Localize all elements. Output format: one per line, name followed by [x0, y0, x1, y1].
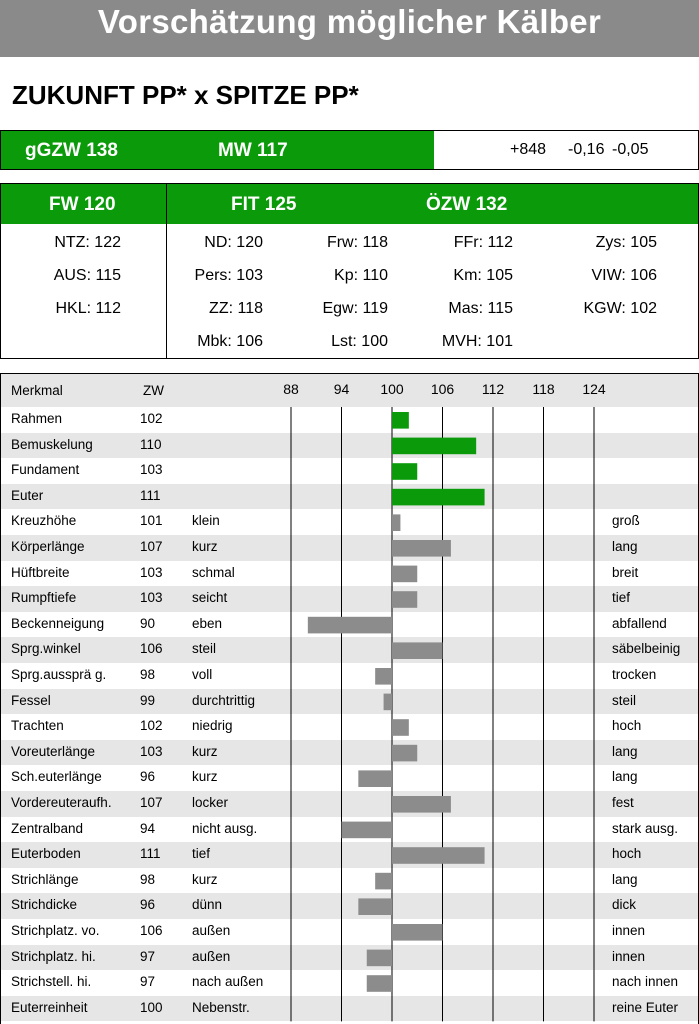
bar-voreuterlänge — [392, 745, 417, 762]
bar-trachten — [392, 719, 409, 736]
tick-label: 124 — [582, 381, 606, 397]
trait-low-label: klein — [192, 513, 220, 529]
trait-zw: 94 — [140, 820, 156, 836]
trait-label: Fessel — [11, 692, 51, 708]
trait-label: Zentralband — [11, 820, 84, 836]
index-box — [0, 183, 699, 359]
bar-fessel — [384, 694, 392, 711]
trait-zw: 99 — [140, 692, 156, 708]
trait-label: Trachten — [11, 718, 64, 734]
trait-high-label: breit — [612, 564, 639, 580]
trait-low-label: nicht ausg. — [192, 820, 258, 836]
trait-label: Rahmen — [11, 411, 63, 426]
trait-low-label: kurz — [192, 539, 218, 554]
trait-low-label: Nebenstr. — [192, 999, 250, 1015]
zw-header: ZW — [143, 383, 164, 398]
trait-low-label: steil — [192, 641, 217, 657]
fw-trait-value: AUS: 115 — [53, 267, 121, 284]
trait-label: Strichplatz. vo. — [11, 923, 100, 938]
trait-label: Bemuskelung — [11, 436, 93, 452]
oezw-trait-a-value: Km: 105 — [453, 267, 513, 284]
trait-high-label: lang — [612, 769, 638, 785]
fit-trait-a-value: ND: 120 — [204, 234, 263, 251]
fit-index: FIT 125 — [231, 194, 297, 215]
bar-euter — [392, 489, 485, 506]
trait-low-label: eben — [192, 615, 223, 631]
trait-high-label: reine Euter — [612, 999, 679, 1015]
trait-high-label: lang — [612, 743, 638, 759]
trait-high-label: lang — [612, 871, 638, 887]
oezw-trait-b-value: KGW: 102 — [583, 300, 657, 317]
trait-label: Beckenneigung — [11, 615, 105, 631]
trait-label: Sch.euterlänge — [11, 769, 102, 785]
bar-sprg-aussprä-g- — [375, 668, 392, 685]
trait-low-label: durchtrittig — [192, 692, 256, 708]
trait-zw: 98 — [140, 871, 156, 887]
trait-zw: 103 — [140, 590, 163, 606]
trait-low-label: nach außen — [192, 974, 264, 990]
trait-low-label: außen — [192, 923, 231, 938]
bar-strichstell-hi- — [367, 975, 392, 992]
trait-high-label: nach innen — [612, 974, 679, 990]
trait-label: Sprg.winkel — [11, 641, 81, 657]
trait-low-label: niedrig — [192, 718, 233, 734]
trait-zw: 103 — [140, 462, 163, 478]
bar-euterboden — [392, 847, 485, 864]
tick-label: 94 — [333, 381, 350, 397]
trait-zw: 107 — [140, 795, 163, 810]
protein-percent-value: -0,05 — [612, 141, 649, 158]
trait-label: Euterboden — [11, 846, 81, 862]
trait-zw: 111 — [140, 846, 161, 862]
trait-zw: 90 — [140, 615, 156, 631]
trait-high-label: innen — [612, 948, 646, 964]
linear-chart — [0, 373, 699, 1024]
trait-low-label: voll — [192, 667, 213, 682]
trait-zw: 107 — [140, 539, 163, 554]
trait-high-label: hoch — [612, 846, 642, 862]
fit-trait-a-value: ZZ: 118 — [209, 300, 263, 317]
bar-kreuzhöhe — [392, 514, 400, 531]
trait-label: Kreuzhöhe — [11, 513, 77, 529]
trait-label: Voreuterlänge — [11, 743, 96, 759]
bar-strichplatz-hi- — [367, 950, 392, 967]
mating-title: ZUKUNFT PP* x SPITZE PP* — [12, 80, 359, 110]
trait-high-label: stark ausg. — [612, 820, 679, 836]
trait-high-label: groß — [612, 513, 640, 529]
trait-high-label: trocken — [612, 667, 657, 682]
fit-trait-a-value: Pers: 103 — [194, 267, 263, 284]
bar-rumpftiefe — [392, 591, 417, 608]
trait-low-label: außen — [192, 948, 231, 964]
trait-low-label: locker — [192, 795, 229, 810]
trait-label: Strichplatz. hi. — [11, 948, 96, 964]
trait-label: Körperlänge — [11, 539, 85, 554]
bar-fundament — [392, 463, 417, 480]
tick-label: 118 — [532, 381, 555, 397]
bar-hüftbreite — [392, 566, 417, 583]
oezw-trait-a-value: Mas: 115 — [448, 300, 513, 317]
page-title: Vorschätzung möglicher Kälber — [97, 3, 602, 40]
ggzw-value: gGZW 138 — [25, 140, 118, 161]
oezw-index: ÖZW 132 — [426, 194, 508, 215]
trait-label: Euter — [11, 487, 44, 503]
page-banner — [0, 0, 699, 57]
tick-label: 106 — [430, 381, 455, 397]
bar-rahmen — [392, 412, 409, 429]
tick-label: 100 — [380, 381, 404, 397]
trait-low-label: dünn — [192, 897, 223, 913]
trait-label: Strichlänge — [11, 871, 79, 887]
trait-high-label: innen — [612, 923, 646, 938]
trait-zw: 103 — [140, 743, 163, 759]
fat-percent-value: -0,16 — [568, 141, 605, 158]
trait-low-label: schmal — [192, 564, 235, 580]
oezw-trait-a-value: MVH: 101 — [441, 333, 513, 350]
trait-zw: 110 — [140, 436, 162, 452]
fw-index: FW 120 — [49, 194, 116, 215]
trait-label: Strichstell. hi. — [11, 974, 92, 990]
trait-low-label: kurz — [192, 743, 218, 759]
oezw-trait-b-value: Zys: 105 — [595, 234, 657, 251]
trait-zw: 102 — [140, 411, 163, 426]
trait-zw: 106 — [140, 641, 163, 657]
summary-row — [0, 130, 699, 170]
trait-low-label: seicht — [192, 590, 228, 606]
trait-label: Strichdicke — [11, 897, 78, 913]
bar-beckenneigung — [308, 617, 392, 634]
trait-label: Sprg.aussprä g. — [11, 667, 107, 682]
bar-bemuskelung — [392, 438, 476, 455]
tick-label: 88 — [283, 381, 299, 397]
trait-high-label: steil — [612, 692, 637, 708]
trait-zw: 97 — [140, 974, 156, 990]
column-divider — [166, 184, 167, 358]
trait-high-label: hoch — [612, 718, 642, 734]
trait-label: Hüftbreite — [11, 564, 70, 580]
trait-high-label: fest — [612, 795, 634, 810]
oezw-trait-b-value: VIW: 106 — [591, 267, 657, 284]
bar-körperlänge — [392, 540, 451, 557]
trait-high-label: säbelbeinig — [612, 641, 681, 657]
trait-zw: 97 — [140, 948, 156, 964]
milk-kg-value: +848 — [510, 141, 547, 158]
fit-trait-a-value: Mbk: 106 — [197, 333, 263, 350]
fw-trait-value: HKL: 112 — [55, 300, 121, 317]
trait-low-label: tief — [192, 846, 211, 862]
summary-green-block — [1, 131, 434, 169]
fit-trait-b-value: Egw: 119 — [322, 300, 388, 317]
trait-label: Rumpftiefe — [11, 590, 77, 606]
trait-zw: 98 — [140, 667, 156, 682]
trait-label: Euterreinheit — [11, 999, 88, 1015]
trait-zw: 101 — [140, 513, 163, 529]
bar-strichlänge — [375, 873, 392, 890]
trait-label: Vordereuteraufh. — [11, 795, 112, 810]
bar-chart-svg — [1, 374, 698, 1024]
bar-sprg-winkel — [392, 642, 443, 659]
bar-strichplatz-vo- — [392, 924, 443, 941]
bar-vordereuteraufh- — [392, 796, 451, 813]
bar-zentralband — [342, 822, 393, 839]
oezw-trait-a-value: FFr: 112 — [453, 234, 513, 251]
trait-zw: 96 — [140, 897, 156, 913]
tick-label: 112 — [481, 381, 505, 397]
trait-high-label: lang — [612, 539, 638, 554]
fit-trait-b-value: Kp: 110 — [334, 267, 388, 284]
bar-sch-euterlänge — [358, 770, 392, 787]
trait-zw: 111 — [140, 487, 161, 503]
trait-low-label: kurz — [192, 871, 218, 887]
bar-strichdicke — [358, 898, 392, 915]
trait-zw: 103 — [140, 564, 163, 580]
trait-zw: 106 — [140, 923, 163, 938]
trait-high-label: dick — [612, 897, 637, 913]
index-header — [1, 184, 698, 224]
trait-high-label: tief — [612, 590, 631, 606]
fw-trait-value: NTZ: 122 — [54, 234, 121, 251]
trait-label: Fundament — [11, 462, 80, 478]
trait-zw: 102 — [140, 718, 163, 734]
merkmal-header: Merkmal — [11, 383, 63, 398]
mw-value: MW 117 — [218, 140, 288, 161]
fit-trait-b-value: Frw: 118 — [326, 234, 388, 251]
fit-trait-b-value: Lst: 100 — [331, 333, 388, 350]
trait-high-label: abfallend — [612, 615, 667, 631]
trait-low-label: kurz — [192, 769, 218, 785]
trait-zw: 96 — [140, 769, 156, 785]
trait-zw: 100 — [140, 999, 163, 1015]
